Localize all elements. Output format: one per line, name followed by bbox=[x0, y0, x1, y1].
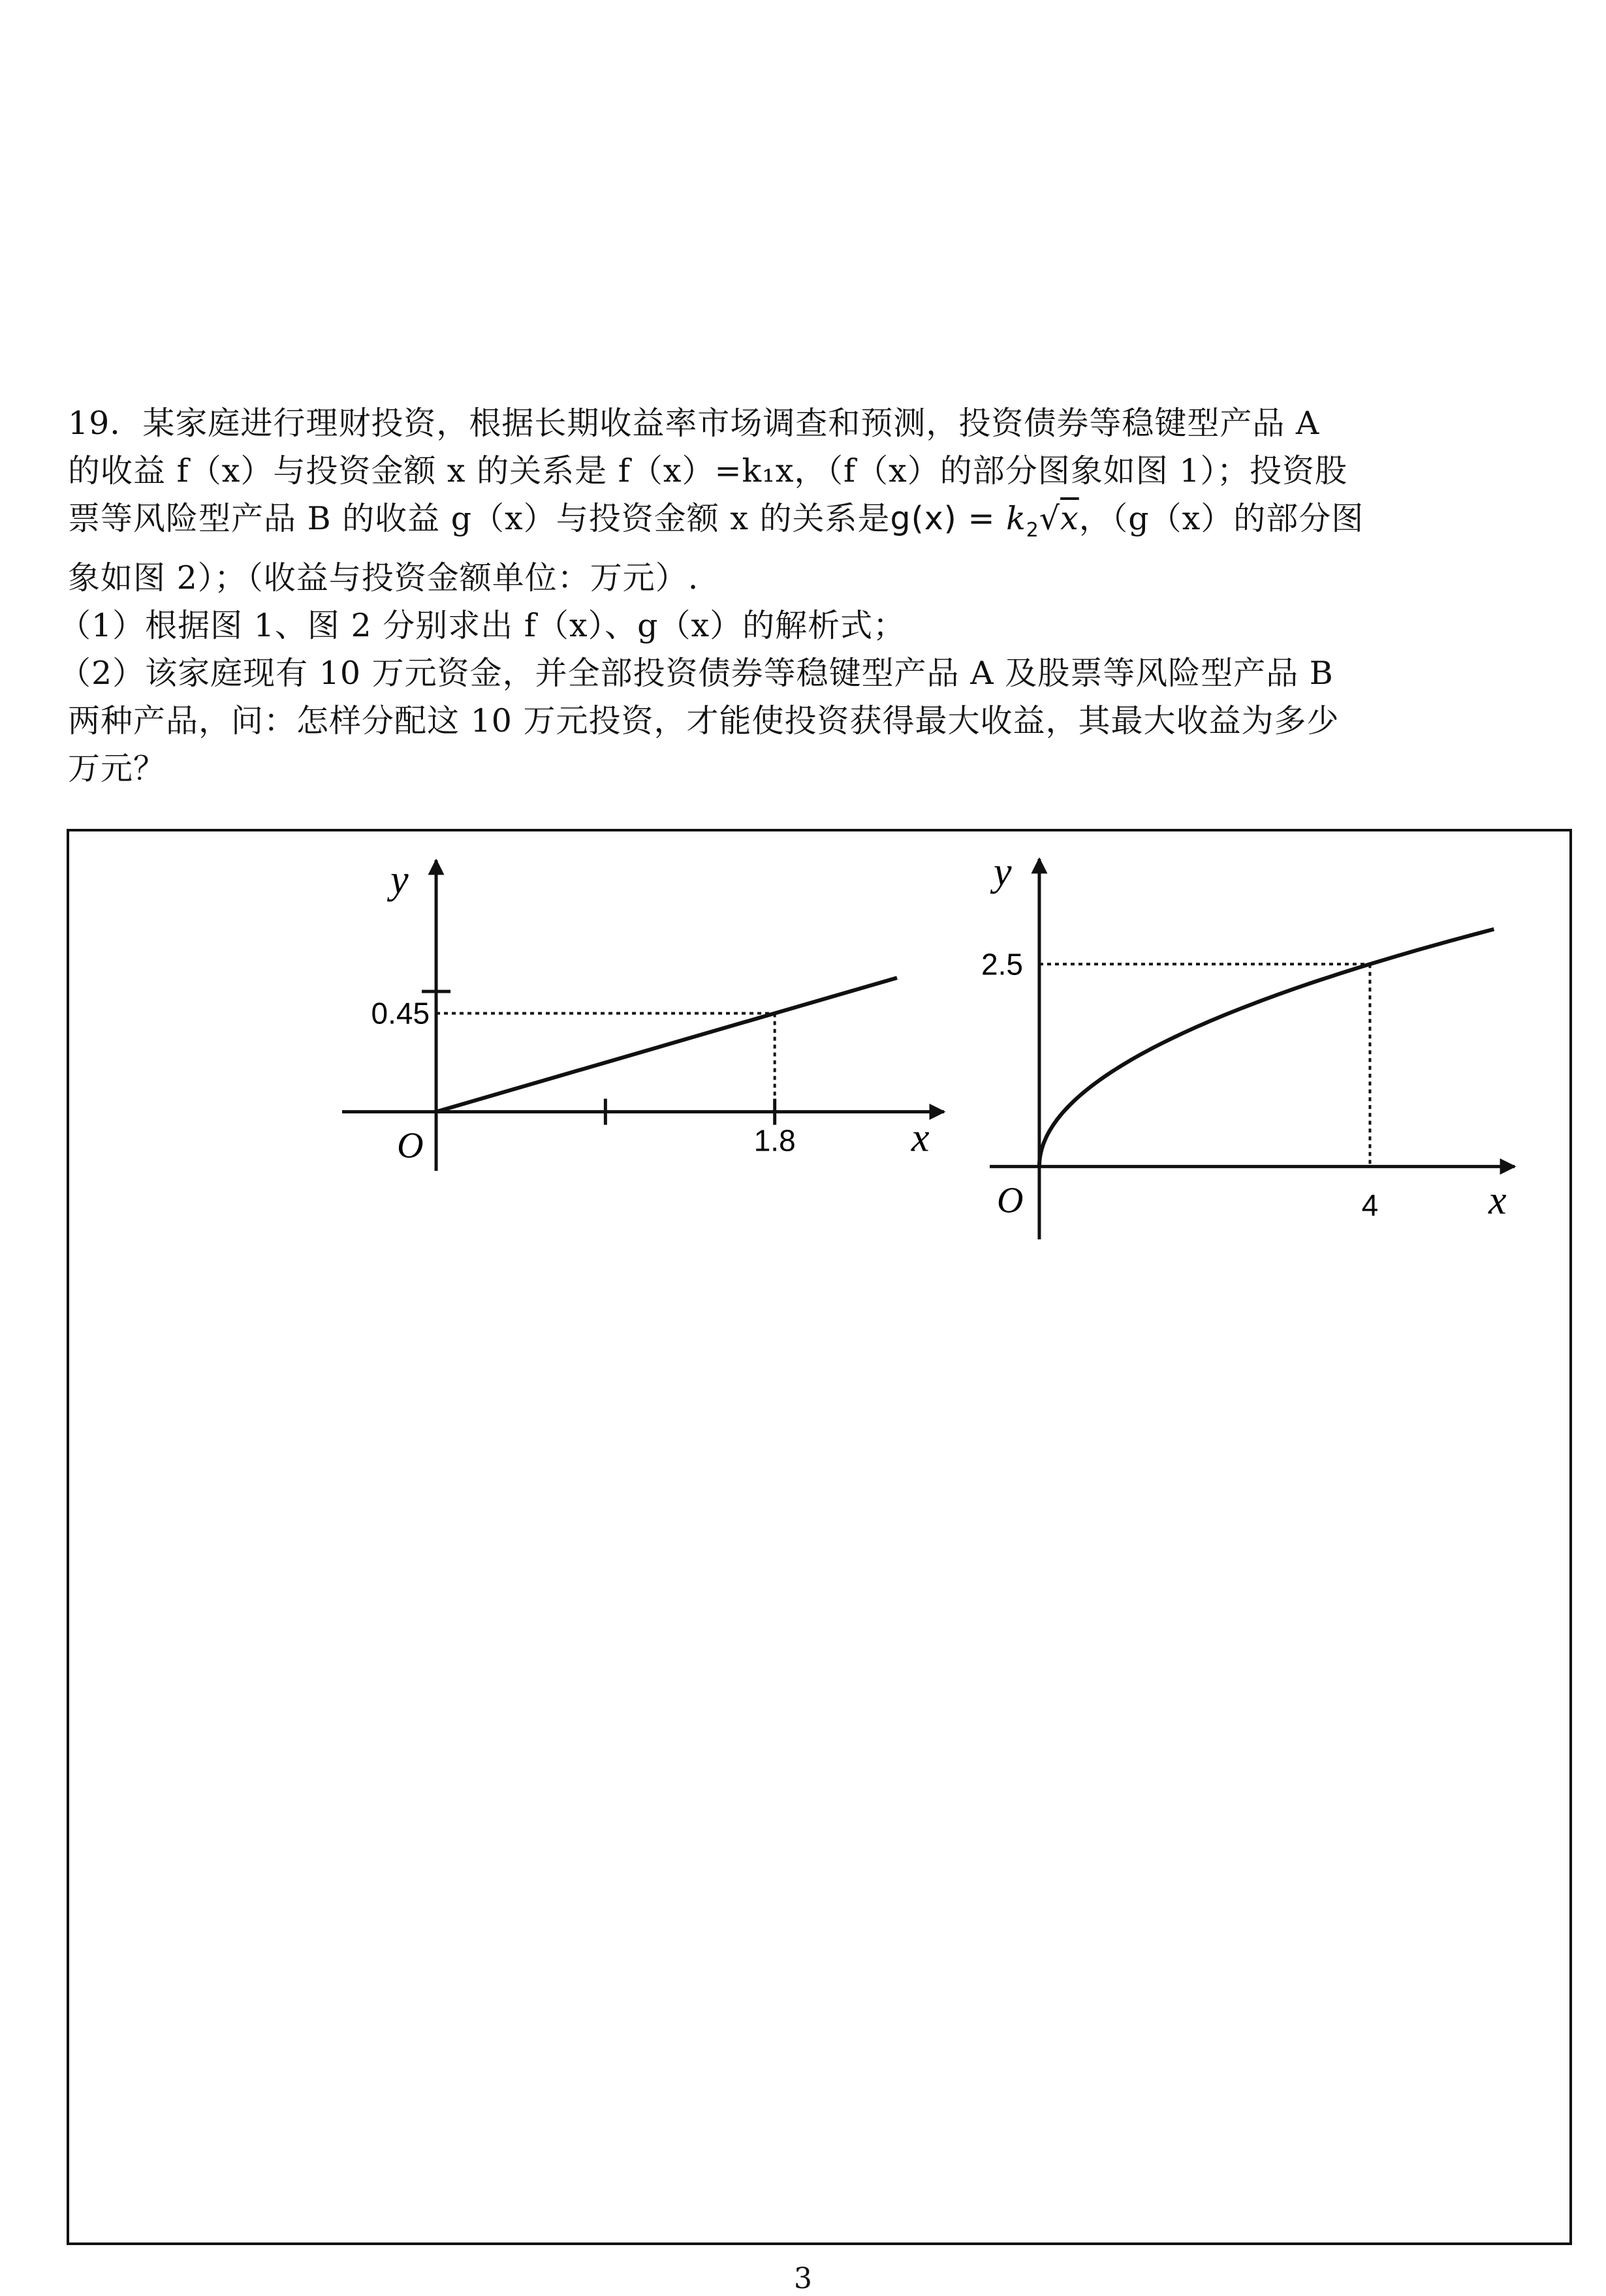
figure-1-line-f bbox=[436, 978, 897, 1111]
formula-g-var: x bbox=[1060, 500, 1079, 537]
figure-1-y-tick-label: 0.45 bbox=[371, 996, 430, 1031]
figure-1-origin-label: O bbox=[397, 1125, 424, 1166]
figure-2-x-label: x bbox=[1488, 1178, 1507, 1223]
formula-g-lhs: g(x) = bbox=[890, 500, 1007, 537]
figure-2-origin-label: O bbox=[996, 1180, 1024, 1221]
figure-1-x-tick-label: 1.8 bbox=[753, 1123, 796, 1158]
figure-2-y-tick-label: 2.5 bbox=[981, 947, 1023, 982]
problem-line-3-tail: ，（g（x）的部分图 bbox=[1079, 500, 1364, 537]
formula-g-sqrt: √ bbox=[1039, 500, 1061, 537]
figures-svg bbox=[69, 831, 1569, 2242]
figure-1-y-label: y bbox=[390, 858, 409, 902]
problem-line-8: 万元？ bbox=[68, 749, 166, 787]
problem-line-7: 两种产品，问：怎样分配这 10 万元投资，才能使投资获得最大收益，其最大收益为多少 bbox=[68, 702, 1340, 739]
question-2: （2）该家庭现有 10 万元资金，并全部投资债券等稳键型产品 A 及股票等风险型产品 B bbox=[59, 654, 1334, 692]
figure-2 bbox=[981, 850, 1515, 1239]
problem-line-3-text: 票等风险型产品 B 的收益 g（x）与投资金额 x 的关系是 bbox=[68, 500, 890, 537]
formula-g-k: k bbox=[1006, 500, 1026, 537]
figure-2-x-tick-label: 4 bbox=[1361, 1188, 1379, 1222]
problem-line-1: 19．某家庭进行理财投资，根据长期收益率市场调查和预测，投资债券等稳键型产品 A bbox=[68, 405, 1320, 442]
problem-line-2: 的收益 f（x）与投资金额 x 的关系是 f（x）=k₁x，（f（x）的部分图象如图 1）；投资股 bbox=[68, 452, 1348, 489]
question-1: （1）根据图 1、图 2 分别求出 f（x）、g（x）的解析式； bbox=[59, 606, 906, 644]
page-number: 3 bbox=[794, 2262, 812, 2295]
figure-2-y-label: y bbox=[993, 850, 1012, 894]
answer-box bbox=[67, 829, 1572, 2245]
problem-line-3 bbox=[68, 495, 1556, 554]
figure-1 bbox=[342, 858, 944, 1171]
formula-g-sub: 2 bbox=[1026, 518, 1039, 542]
formula-g bbox=[890, 500, 1079, 542]
problem-19 bbox=[59, 399, 1556, 792]
problem-line-4: 象如图 2）；（收益与投资金额单位：万元）. bbox=[68, 559, 699, 597]
figure-1-x-label: x bbox=[911, 1115, 930, 1160]
